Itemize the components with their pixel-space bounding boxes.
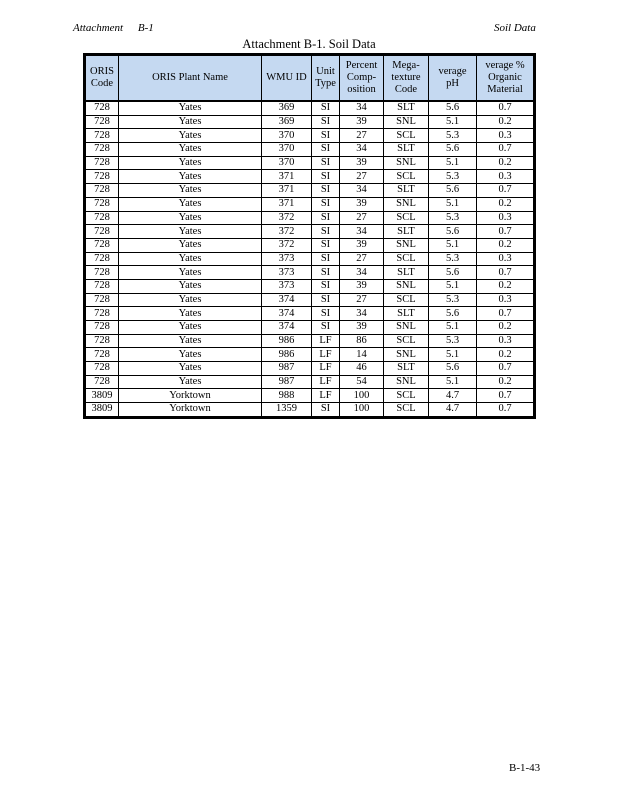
- col-oris-code-cell: 728: [86, 334, 119, 348]
- col-megatexture-code-cell: SNL: [384, 197, 429, 211]
- running-header-right: Soil Data: [494, 22, 536, 34]
- col-oris-code-cell: 728: [86, 101, 119, 115]
- col-plant-name-cell: Yates: [119, 197, 262, 211]
- col-wmu-id-header: [262, 56, 312, 102]
- col-plant-name-cell: Yates: [119, 170, 262, 184]
- col-megatexture-code-cell: SNL: [384, 375, 429, 389]
- col-oris-code-cell: 728: [86, 348, 119, 362]
- col-wmu-id-cell: 371: [262, 170, 312, 184]
- col-plant-name-cell: Yates: [119, 129, 262, 143]
- col-unit-type-cell: LF: [312, 334, 340, 348]
- col-wmu-id-cell: 372: [262, 225, 312, 239]
- table-row: [86, 211, 534, 225]
- col-plant-name-cell: Yates: [119, 375, 262, 389]
- table-row: [86, 225, 534, 239]
- col-oris-code-cell: 728: [86, 115, 119, 129]
- header-text: WMU ID: [266, 72, 307, 83]
- col-oris-code-cell: 728: [86, 321, 119, 335]
- header-text: Percent: [345, 60, 378, 71]
- header-text: Type: [315, 78, 336, 89]
- col-wmu-id-cell: 372: [262, 211, 312, 225]
- col-average-organic-material-cell: 0.7: [477, 225, 534, 239]
- col-wmu-id-cell: 986: [262, 348, 312, 362]
- col-megatexture-code-cell: SLT: [384, 143, 429, 157]
- col-oris-code-cell: 728: [86, 197, 119, 211]
- col-average-organic-material-cell: 0.7: [477, 307, 534, 321]
- col-average-ph-cell: 5.1: [429, 321, 477, 335]
- table-row: [86, 252, 534, 266]
- col-average-ph-cell: 5.1: [429, 348, 477, 362]
- table-row: [86, 115, 534, 129]
- col-unit-type-cell: SI: [312, 279, 340, 293]
- col-average-organic-material-cell: 0.3: [477, 129, 534, 143]
- col-percent-composition-cell: 27: [340, 129, 384, 143]
- col-percent-composition-cell: 34: [340, 143, 384, 157]
- col-average-organic-material-cell: 0.3: [477, 252, 534, 266]
- col-unit-type-cell: SI: [312, 225, 340, 239]
- col-plant-name-cell: Yates: [119, 266, 262, 280]
- col-oris-code-cell: 728: [86, 252, 119, 266]
- col-average-ph-cell: 5.6: [429, 362, 477, 376]
- table-title: Attachment B-1. Soil Data: [242, 37, 376, 51]
- col-unit-type-cell: SI: [312, 307, 340, 321]
- col-unit-type-cell: SI: [312, 129, 340, 143]
- col-average-ph-cell: 5.3: [429, 293, 477, 307]
- col-oris-code-cell: 728: [86, 307, 119, 321]
- col-oris-code-cell: 728: [86, 266, 119, 280]
- col-plant-name-header: [119, 56, 262, 102]
- col-average-organic-material-cell: 0.3: [477, 170, 534, 184]
- col-wmu-id-cell: 371: [262, 184, 312, 198]
- col-average-organic-material-cell: 0.7: [477, 362, 534, 376]
- table-body: [86, 101, 534, 416]
- col-megatexture-code-cell: SLT: [384, 101, 429, 115]
- table-header-row: [86, 56, 534, 102]
- col-average-organic-material-cell: 0.3: [477, 293, 534, 307]
- col-megatexture-code-cell: SLT: [384, 307, 429, 321]
- col-wmu-id-cell: 372: [262, 238, 312, 252]
- col-unit-type-cell: SI: [312, 266, 340, 280]
- col-unit-type-cell: SI: [312, 252, 340, 266]
- col-wmu-id-cell: 374: [262, 293, 312, 307]
- header-text: osition: [347, 84, 376, 95]
- col-plant-name-cell: Yates: [119, 348, 262, 362]
- col-average-organic-material-cell: 0.2: [477, 375, 534, 389]
- col-percent-composition-cell: 27: [340, 252, 384, 266]
- col-unit-type-cell: SI: [312, 101, 340, 115]
- col-average-ph-cell: 5.1: [429, 238, 477, 252]
- header-text: Comp-: [346, 72, 377, 83]
- col-unit-type-cell: LF: [312, 389, 340, 403]
- col-percent-composition-cell: 34: [340, 307, 384, 321]
- col-average-ph-cell: 5.1: [429, 115, 477, 129]
- table-row: [86, 307, 534, 321]
- col-megatexture-code-cell: SLT: [384, 225, 429, 239]
- attachment-id: B-1: [137, 22, 154, 34]
- col-oris-code-cell: 3809: [86, 389, 119, 403]
- col-oris-code-cell: 728: [86, 129, 119, 143]
- col-megatexture-code-cell: SCL: [384, 129, 429, 143]
- table-row: [86, 389, 534, 403]
- col-unit-type-header: [312, 56, 340, 102]
- col-megatexture-code-cell: SCL: [384, 170, 429, 184]
- col-average-ph-cell: 5.3: [429, 334, 477, 348]
- col-average-organic-material-header: [477, 56, 534, 102]
- col-average-ph-cell: 5.6: [429, 225, 477, 239]
- col-average-ph-cell: 5.6: [429, 184, 477, 198]
- col-percent-composition-cell: 27: [340, 293, 384, 307]
- col-oris-code-cell: 728: [86, 293, 119, 307]
- col-average-ph-cell: 5.1: [429, 156, 477, 170]
- col-oris-code-cell: 728: [86, 362, 119, 376]
- table-row: [86, 143, 534, 157]
- table-row: [86, 238, 534, 252]
- col-oris-code-cell: 728: [86, 279, 119, 293]
- col-average-organic-material-cell: 0.2: [477, 321, 534, 335]
- col-unit-type-cell: LF: [312, 375, 340, 389]
- header-text: Material: [487, 84, 523, 95]
- col-average-ph-cell: 5.6: [429, 266, 477, 280]
- col-plant-name-cell: Yates: [119, 101, 262, 115]
- col-average-ph-cell: 5.1: [429, 279, 477, 293]
- col-megatexture-code-cell: SLT: [384, 184, 429, 198]
- col-percent-composition-cell: 34: [340, 266, 384, 280]
- col-percent-composition-header: [340, 56, 384, 102]
- col-average-organic-material-cell: 0.7: [477, 266, 534, 280]
- table-row: [86, 129, 534, 143]
- col-percent-composition-cell: 27: [340, 211, 384, 225]
- table-row: [86, 101, 534, 115]
- col-plant-name-cell: Yates: [119, 115, 262, 129]
- table-row: [86, 279, 534, 293]
- col-megatexture-code-cell: SCL: [384, 334, 429, 348]
- col-plant-name-cell: Yates: [119, 307, 262, 321]
- header-text: pH: [446, 78, 459, 89]
- col-percent-composition-cell: 34: [340, 101, 384, 115]
- col-plant-name-cell: Yates: [119, 211, 262, 225]
- col-megatexture-code-cell: SNL: [384, 279, 429, 293]
- col-oris-code-cell: 728: [86, 156, 119, 170]
- col-megatexture-code-cell: SNL: [384, 238, 429, 252]
- table-row: [86, 184, 534, 198]
- col-average-organic-material-cell: 0.3: [477, 334, 534, 348]
- col-percent-composition-cell: 100: [340, 389, 384, 403]
- col-average-organic-material-cell: 0.7: [477, 101, 534, 115]
- col-unit-type-cell: LF: [312, 348, 340, 362]
- col-percent-composition-cell: 46: [340, 362, 384, 376]
- table-row: [86, 348, 534, 362]
- col-oris-code-cell: 3809: [86, 403, 119, 417]
- col-average-ph-cell: 5.6: [429, 143, 477, 157]
- col-oris-code-cell: 728: [86, 211, 119, 225]
- col-average-ph-cell: 4.7: [429, 403, 477, 417]
- col-oris-code-header: [86, 56, 119, 102]
- col-oris-code-cell: 728: [86, 375, 119, 389]
- col-unit-type-cell: SI: [312, 184, 340, 198]
- col-wmu-id-cell: 374: [262, 307, 312, 321]
- col-wmu-id-cell: 373: [262, 252, 312, 266]
- header-text: ORIS: [90, 66, 114, 77]
- header-text: Organic: [488, 72, 522, 83]
- col-wmu-id-cell: 374: [262, 321, 312, 335]
- col-percent-composition-cell: 39: [340, 238, 384, 252]
- col-megatexture-code-cell: SCL: [384, 211, 429, 225]
- col-megatexture-code-cell: SNL: [384, 115, 429, 129]
- soil-data-table: [83, 53, 536, 419]
- col-percent-composition-cell: 14: [340, 348, 384, 362]
- col-percent-composition-cell: 39: [340, 321, 384, 335]
- col-megatexture-code-cell: SCL: [384, 293, 429, 307]
- col-unit-type-cell: SI: [312, 115, 340, 129]
- col-wmu-id-cell: 370: [262, 156, 312, 170]
- col-plant-name-cell: Yates: [119, 279, 262, 293]
- table-row: [86, 403, 534, 417]
- table-row: [86, 293, 534, 307]
- col-megatexture-code-cell: SLT: [384, 266, 429, 280]
- col-plant-name-cell: Yates: [119, 143, 262, 157]
- col-unit-type-cell: SI: [312, 211, 340, 225]
- header-text: Mega-: [392, 60, 420, 71]
- col-average-ph-cell: 5.6: [429, 307, 477, 321]
- header-text: verage: [438, 66, 467, 77]
- col-wmu-id-cell: 1359: [262, 403, 312, 417]
- col-average-ph-cell: 5.1: [429, 197, 477, 211]
- header-text: Unit: [316, 66, 335, 77]
- attachment-label: Attachment: [73, 22, 124, 34]
- col-average-organic-material-cell: 0.2: [477, 238, 534, 252]
- col-average-ph-cell: 4.7: [429, 389, 477, 403]
- col-plant-name-cell: Yates: [119, 321, 262, 335]
- col-wmu-id-cell: 370: [262, 129, 312, 143]
- col-average-organic-material-cell: 0.2: [477, 197, 534, 211]
- col-megatexture-code-cell: SNL: [384, 321, 429, 335]
- col-average-organic-material-cell: 0.3: [477, 211, 534, 225]
- col-average-organic-material-cell: 0.7: [477, 403, 534, 417]
- col-wmu-id-cell: 370: [262, 143, 312, 157]
- col-average-organic-material-cell: 0.2: [477, 279, 534, 293]
- col-wmu-id-cell: 371: [262, 197, 312, 211]
- col-plant-name-cell: Yates: [119, 184, 262, 198]
- col-plant-name-cell: Yates: [119, 238, 262, 252]
- table-row: [86, 170, 534, 184]
- col-unit-type-cell: LF: [312, 362, 340, 376]
- col-percent-composition-cell: 39: [340, 279, 384, 293]
- col-plant-name-cell: Yates: [119, 225, 262, 239]
- col-plant-name-cell: Yates: [119, 252, 262, 266]
- col-average-organic-material-cell: 0.2: [477, 115, 534, 129]
- col-megatexture-code-cell: SNL: [384, 156, 429, 170]
- col-average-ph-cell: 5.3: [429, 129, 477, 143]
- col-plant-name-cell: Yorktown: [119, 403, 262, 417]
- col-unit-type-cell: SI: [312, 197, 340, 211]
- col-average-ph-cell: 5.3: [429, 211, 477, 225]
- col-average-ph-cell: 5.1: [429, 375, 477, 389]
- col-plant-name-cell: Yates: [119, 362, 262, 376]
- col-unit-type-cell: SI: [312, 403, 340, 417]
- col-megatexture-code-cell: SCL: [384, 389, 429, 403]
- table-row: [86, 321, 534, 335]
- col-average-organic-material-cell: 0.7: [477, 389, 534, 403]
- col-plant-name-cell: Yorktown: [119, 389, 262, 403]
- col-percent-composition-cell: 34: [340, 225, 384, 239]
- page-number: B-1-43: [509, 762, 541, 774]
- col-average-organic-material-cell: 0.7: [477, 143, 534, 157]
- table-row: [86, 156, 534, 170]
- col-wmu-id-cell: 373: [262, 266, 312, 280]
- col-wmu-id-cell: 987: [262, 362, 312, 376]
- col-average-ph-header: [429, 56, 477, 102]
- col-average-organic-material-cell: 0.7: [477, 184, 534, 198]
- col-oris-code-cell: 728: [86, 184, 119, 198]
- col-wmu-id-cell: 986: [262, 334, 312, 348]
- header-text: verage %: [485, 60, 525, 71]
- col-oris-code-cell: 728: [86, 238, 119, 252]
- col-average-ph-cell: 5.3: [429, 170, 477, 184]
- header-text: ORIS Plant Name: [152, 72, 228, 83]
- col-percent-composition-cell: 39: [340, 197, 384, 211]
- col-megatexture-code-header: [384, 56, 429, 102]
- col-megatexture-code-cell: SCL: [384, 403, 429, 417]
- table-row: [86, 197, 534, 211]
- col-unit-type-cell: SI: [312, 293, 340, 307]
- col-unit-type-cell: SI: [312, 156, 340, 170]
- col-wmu-id-cell: 369: [262, 101, 312, 115]
- col-plant-name-cell: Yates: [119, 293, 262, 307]
- col-wmu-id-cell: 988: [262, 389, 312, 403]
- col-wmu-id-cell: 369: [262, 115, 312, 129]
- col-oris-code-cell: 728: [86, 225, 119, 239]
- col-oris-code-cell: 728: [86, 143, 119, 157]
- col-percent-composition-cell: 39: [340, 156, 384, 170]
- col-plant-name-cell: Yates: [119, 156, 262, 170]
- table-row: [86, 362, 534, 376]
- col-unit-type-cell: SI: [312, 143, 340, 157]
- col-megatexture-code-cell: SLT: [384, 362, 429, 376]
- col-average-ph-cell: 5.3: [429, 252, 477, 266]
- col-unit-type-cell: SI: [312, 170, 340, 184]
- col-average-organic-material-cell: 0.2: [477, 348, 534, 362]
- col-unit-type-cell: SI: [312, 238, 340, 252]
- col-average-organic-material-cell: 0.2: [477, 156, 534, 170]
- col-percent-composition-cell: 100: [340, 403, 384, 417]
- col-megatexture-code-cell: SNL: [384, 348, 429, 362]
- col-plant-name-cell: Yates: [119, 334, 262, 348]
- col-unit-type-cell: SI: [312, 321, 340, 335]
- col-percent-composition-cell: 27: [340, 170, 384, 184]
- col-wmu-id-cell: 987: [262, 375, 312, 389]
- table-row: [86, 266, 534, 280]
- col-average-ph-cell: 5.6: [429, 101, 477, 115]
- header-text: Code: [394, 84, 418, 95]
- col-megatexture-code-cell: SCL: [384, 252, 429, 266]
- table-row: [86, 375, 534, 389]
- col-oris-code-cell: 728: [86, 170, 119, 184]
- col-percent-composition-cell: 34: [340, 184, 384, 198]
- col-percent-composition-cell: 39: [340, 115, 384, 129]
- col-wmu-id-cell: 373: [262, 279, 312, 293]
- header-text: texture: [391, 72, 421, 83]
- running-header-left: [73, 22, 154, 34]
- header-text: Code: [90, 78, 114, 89]
- col-percent-composition-cell: 54: [340, 375, 384, 389]
- table-row: [86, 334, 534, 348]
- col-percent-composition-cell: 86: [340, 334, 384, 348]
